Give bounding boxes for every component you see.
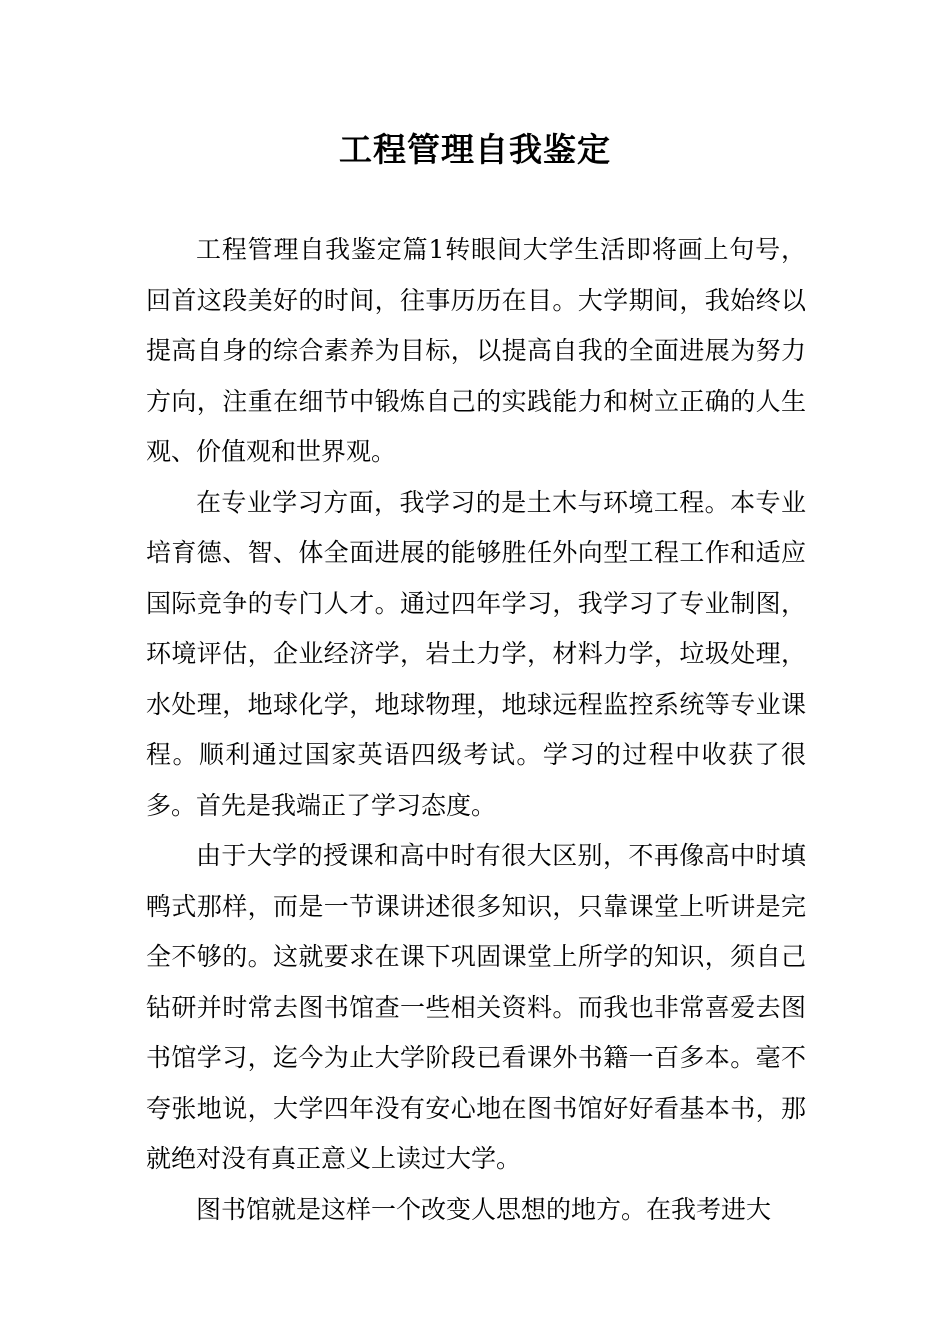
document-title: 工程管理自我鉴定 — [339, 130, 611, 169]
paragraph-2: 在专业学习方面，我学习的是土木与环境工程。本专业培育德、智、体全面进展的能够胜任外向型工程工作和适应国际竞争的专门人才。通过四年学习，我学习了专业制图，环境评估，企业经济学，岩土力学，材料力学，垃圾处理，水处理，地球化学，地球物理，地球远程监控系统等专业课程。顺利通过国家英语四级考试。学习的过程中收获了很多。首先是我端正了学习态度。 — [146, 487, 806, 820]
document-body — [146, 225, 806, 1235]
paragraph-1: 工程管理自我鉴定篇1转眼间大学生活即将画上句号，回首这段美好的时间，往事历历在目。大学期间，我始终以提高自身的综合素养为目标，以提高自我的全面进展为努力方向，注重在细节中锻炼自己的实践能力和树立正确的人生观、价值观和世界观。 — [146, 235, 806, 466]
paragraph-3: 由于大学的授课和高中时有很大区别，不再像高中时填鸭式那样，而是一节课讲述很多知识，只靠课堂上听讲是完全不够的。这就要求在课下巩固课堂上所学的知识，须自己钻研并时常去图书馆查一些相关资料。而我也非常喜爱去图书馆学习，迄今为止大学阶段已看课外书籍一百多本。毫不夸张地说，大学四年没有安心地在图书馆好好看基本书，那就绝对没有真正意义上读过大学。 — [146, 841, 806, 1173]
paragraph-4: 图书馆就是这样一个改变人思想的地方。在我考进大 — [196, 1194, 772, 1224]
